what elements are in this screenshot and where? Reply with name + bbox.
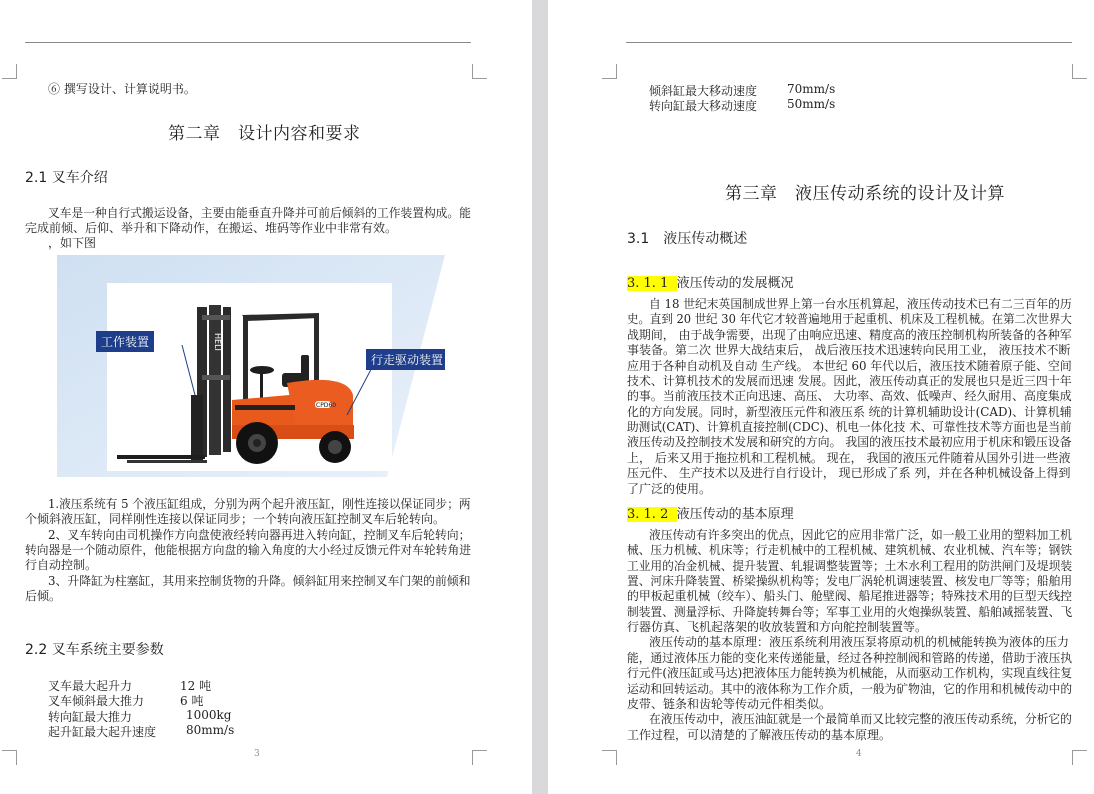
paragraph-line: 压元件、 生产技术以及进行自行设计， 现已形成了系 列，并在各种机械设备上得到	[627, 466, 1071, 480]
paragraph-line: 史。直到 20 世纪 30 年代它才较普遍地用于起重机、机床及工程机械。在第二次世界大	[627, 312, 1072, 326]
crop-mark	[602, 750, 617, 765]
crop-mark	[472, 750, 487, 765]
document-page-right	[548, 0, 1094, 794]
param-value: 80mm/s	[186, 723, 235, 737]
forklift-figure	[57, 255, 445, 477]
param-value: 12 吨	[180, 679, 212, 693]
callout-work-device: 工作装置	[96, 331, 154, 352]
subsection-heading	[627, 503, 794, 522]
paragraph-line: 化的方向发展。同时，新型液压元件和液压系 统的计算机辅助设计(CAD)、计算机辅	[627, 405, 1072, 419]
param-value: 1000kg	[186, 708, 232, 722]
crop-mark	[2, 750, 17, 765]
paragraph-line: 转向器是一个随动原件，他能根据方向盘的输入角度的大小经过反馈元件对车轮转角进	[25, 543, 471, 557]
paragraph-line: 能，通过液体压力能的变化来传递能量，经过各种控制阀和管路的传递，借助于液压执	[627, 651, 1073, 665]
paragraph-line: 的甲板起重机械（绞车）、船头门、舱壁阀、船尾推进器等；特殊技术用的巨型天线控	[627, 589, 1073, 603]
document-page-left	[0, 0, 532, 794]
paragraph-line: 液压传动及控制技术发展和研究的方向。 我国的液压技术最初应用于机床和锻压设备	[627, 435, 1072, 449]
callout-drive-device: 行走驱动装置	[366, 349, 445, 370]
param-value: 70mm/s	[787, 82, 836, 96]
paragraph-line: 完成前倾、后仰、举升和下降动作，在搬运、堆码等作业中非常有效。	[25, 221, 398, 235]
section-heading: 2.2 叉车系统主要参数	[25, 642, 164, 658]
crop-mark	[472, 64, 487, 79]
highlight-gap	[668, 276, 676, 291]
paragraph-line: 行元件(液压缸或马达)把液体压力能转换为机械能，从而驱动工作机构，实现直线往复	[627, 666, 1073, 680]
brand-text: HELI	[213, 333, 222, 351]
paragraph-line: 战期间， 由于战争需要，出现了由响应迅速、精度高的液压控制机构所装备的各种军	[627, 328, 1072, 342]
paragraph-line: 个倾斜液压缸，同样刚性连接以保证同步；一个转向液压缸控制叉车后轮转向。	[25, 512, 446, 526]
subsection-title: 液压传动的基本原理	[676, 507, 794, 522]
paragraph-line: 在液压传动中，液压油缸就是一个最简单而又比较完整的液压传动系统，分析它的	[649, 712, 1072, 726]
page-number: 4	[856, 749, 862, 759]
section-heading: 2.1 叉车介绍	[25, 170, 108, 186]
paragraph-line: 液压传动的基本原理：液压系统利用液压泵将原动机的机械能转换为液体的压力	[649, 635, 1070, 649]
paragraph-line: 助测试(CAT)、计算机直接控制(CDC)、机电一体化技 术、可靠性技术等方面也是当前	[627, 420, 1072, 434]
paragraph-line: 应用于各种自动机及自动 生产线。 本世纪 60 年代以后，液压技术随着原子能、空间	[627, 359, 1072, 373]
list-item-6: ⑥ 撰写设计、计算说明书。	[48, 82, 196, 96]
paragraph-line: 行器仿真、飞机起落架的收放装置和方向舵控制装置等。	[627, 620, 928, 634]
crop-mark	[2, 64, 17, 79]
paragraph-line: 1.液压系统有 5 个液压缸组成，分别为两个起升液压缸，刚性连接以保证同步；两	[48, 497, 471, 511]
header-rule	[25, 42, 471, 43]
paragraph-line: 械、压力机械、机床等；行走机械中的工程机械、建筑机械、农业机械、汽车等；钢铁	[627, 543, 1073, 557]
model-badge: CPD60	[316, 402, 337, 409]
param-label: 转向缸最大移动速度	[649, 99, 758, 113]
chapter-title: 第三章 液压传动系统的设计及计算	[725, 184, 1005, 204]
paragraph-line: 上， 后来又用于拖拉机和工程机械。 现在， 我国的液压元件随着从国外引进一些液	[627, 451, 1071, 465]
param-label: 叉车倾斜最大推力	[48, 694, 145, 708]
paragraph-line: 事装备。第二次 世界大战结束后， 战后液压技术迅速转向民用工业， 液压技术不断	[627, 343, 1071, 357]
param-label: 起升缸最大起升速度	[48, 725, 157, 739]
subsection-heading	[627, 272, 794, 291]
page-number: 3	[254, 749, 260, 759]
paragraph-line: 了广泛的使用。	[627, 482, 712, 496]
param-label: 转向缸最大推力	[48, 710, 133, 724]
param-label: 叉车最大起升力	[48, 679, 133, 693]
paragraph-line: 行自动控制。	[25, 558, 98, 572]
paragraph-line: 自 18 世纪末英国制成世界上第一台水压机算起，液压传动技术已有二三百年的历	[649, 297, 1072, 311]
page-gutter	[532, 0, 548, 794]
crop-mark	[1072, 64, 1087, 79]
subsection-title: 液压传动的发展概况	[676, 276, 794, 291]
paragraph-line: 技术、计算机技术的发展而迅速 发展。因此，液压传动真正的发展也只是近三四十年	[627, 374, 1072, 388]
paragraph-line: 叉车是一种自行式搬运设备，主要由能垂直升降并可前后倾斜的工作装置构成。能	[48, 206, 471, 220]
param-value: 6 吨	[180, 694, 204, 708]
paragraph-line: 置、河床升降装置、桥梁操纵机构等；发电厂涡轮机调速装置、核发电厂等等；船舶用	[627, 574, 1073, 588]
section-heading: 3.1 液压传动概述	[627, 231, 748, 247]
param-value: 50mm/s	[787, 97, 836, 111]
subsection-number: 3. 1. 1	[627, 276, 669, 291]
crop-mark	[1072, 750, 1087, 765]
paragraph-line: 运动和回转运动。其中的液体称为工作介质，一般为矿物油，它的作用和机械传动中的	[627, 682, 1073, 696]
paragraph-line: 的事。当前液压技术正向迅速、高压、 大功率、高效、低噪声、经久耐用、高度集成	[627, 389, 1072, 403]
paragraph-line: 液压传动有许多突出的优点，因此它的应用非常广泛，如一般工业用的塑料加工机	[649, 528, 1072, 542]
crop-mark	[602, 64, 617, 79]
highlight-gap	[668, 507, 676, 522]
paragraph-line: 制装置、测量浮标、升降旋转舞台等；军事工业用的火炮操纵装置、船舶减摇装置、飞	[627, 605, 1073, 619]
paragraph-line: 工作过程，可以清楚的了解液压传动的基本原理。	[627, 728, 892, 742]
header-rule	[626, 42, 1072, 43]
paragraph-line: 皮带、链条和齿轮等传动元件相类似。	[627, 697, 832, 711]
paragraph-line: 3、升降缸为柱塞缸，其用来控制货物的升降。倾斜缸用来控制叉车门架的前倾和	[48, 574, 471, 588]
subsection-number: 3. 1. 2	[627, 507, 669, 522]
chapter-title: 第二章 设计内容和要求	[168, 124, 361, 144]
paragraph-line: 工业用的冶金机械、提升装置、轧辊调整装置等；土木水利工程用的防洪闸门及堤坝装	[627, 559, 1073, 573]
paragraph-line: 后倾。	[25, 589, 62, 603]
param-label: 倾斜缸最大移动速度	[649, 84, 758, 98]
paragraph-line: ，如下图	[48, 236, 97, 250]
paragraph-line: 2、叉车转向由司机操作方向盘使液经转向器再进入转向缸，控制叉车后轮转向；	[48, 528, 471, 542]
